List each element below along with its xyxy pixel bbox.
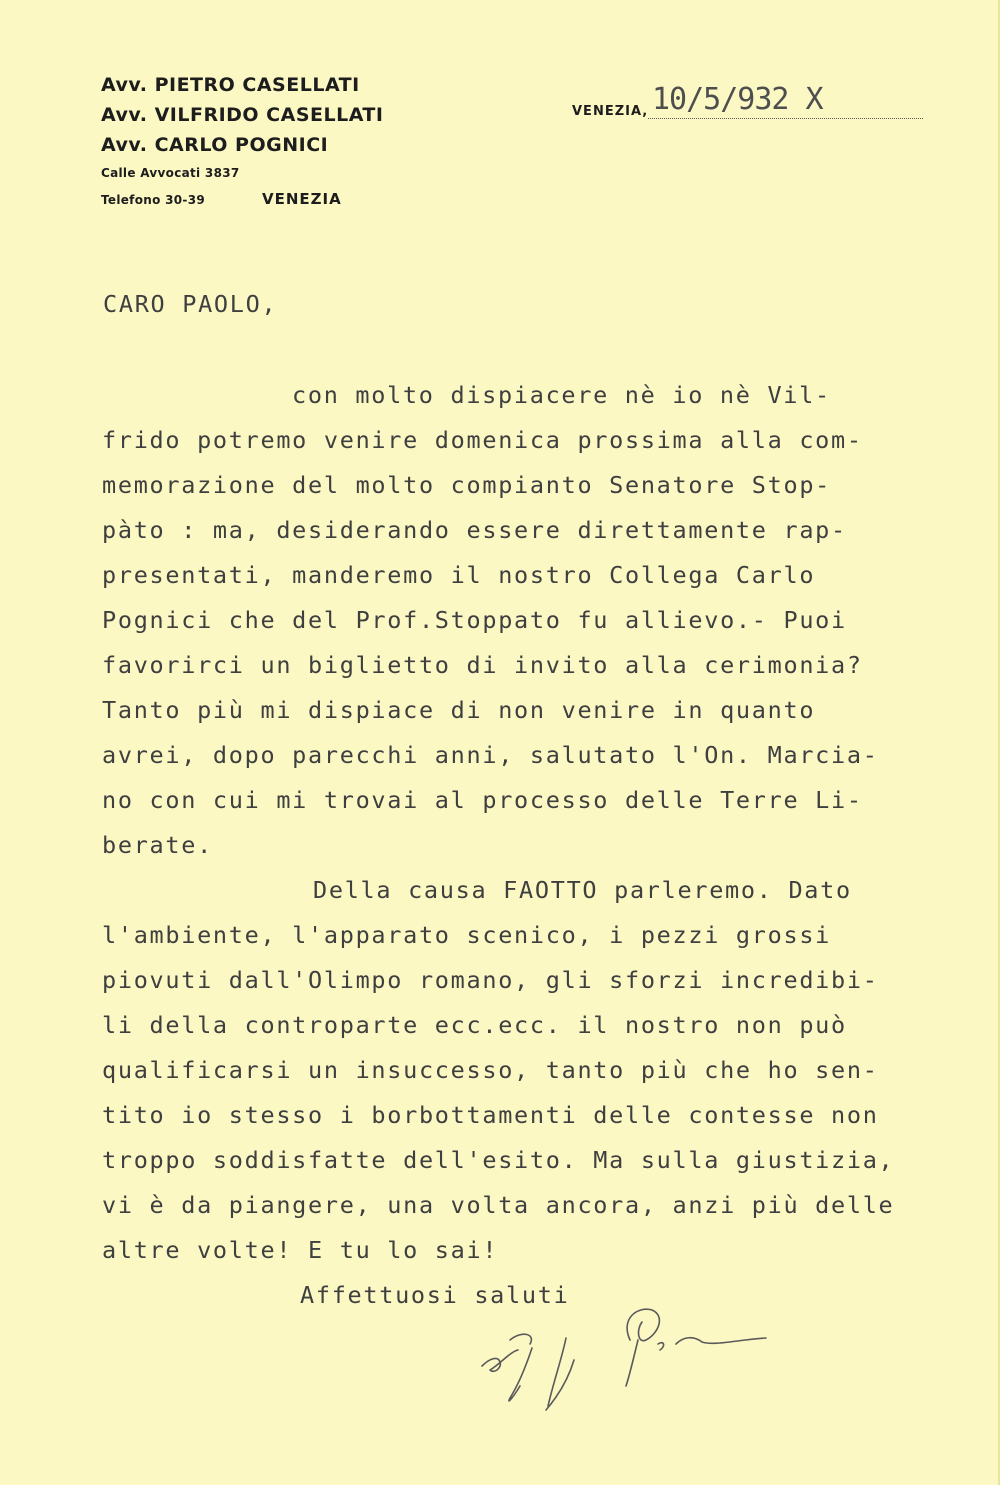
body-line: con molto dispiacere nè io nè Vil- [292, 381, 831, 409]
closing: Affettuosi saluti [300, 1281, 570, 1309]
handwritten-signature [470, 1300, 780, 1430]
body-line: piovuti dall'Olimpo romano, gli sforzi incredibi- [102, 966, 879, 994]
letterhead-name-2: Avv. VILFRIDO CASELLATI [101, 104, 384, 126]
body-line: no con cui mi trovai al processo delle Terre Li- [102, 786, 863, 814]
body-line: pàto : ma, desiderando essere direttamente rap- [102, 516, 847, 544]
body-line: troppo soddisfatte dell'esito. Ma sulla giustizia, [102, 1146, 895, 1174]
date-value: 10/5/932 X [652, 82, 823, 117]
body-line: berate. [102, 831, 213, 859]
letterhead-city: VENEZIA [262, 190, 342, 208]
letterhead-address: Calle Avvocati 3837 [101, 166, 240, 180]
letterhead-name-1: Avv. PIETRO CASELLATI [101, 74, 360, 96]
body-line: Della causa FAOTTO parleremo. Dato [313, 876, 852, 904]
body-line: tito io stesso i borbottamenti delle contesse non [102, 1101, 879, 1129]
body-line: Tanto più mi dispiace di non venire in quanto [102, 696, 816, 724]
body-line: memorazione del molto compianto Senatore Stop- [102, 471, 832, 499]
body-line: avrei, dopo parecchi anni, salutato l'On. Marcia- [102, 741, 879, 769]
body-line: altre volte! E tu lo sai! [102, 1236, 499, 1264]
salutation: CARO PAOLO, [103, 290, 278, 318]
body-line: frido potremo venire domenica prossima alla com- [102, 426, 863, 454]
body-line: presentati, manderemo il nostro Collega Carlo [102, 561, 816, 589]
letterhead-name-3: Avv. CARLO POGNICI [101, 134, 329, 156]
body-line: favorirci un biglietto di invito alla cerimonia? [102, 651, 863, 679]
date-dotted-line [648, 118, 923, 119]
body-line: Pognici che del Prof.Stoppato fu allievo.- Puoi [102, 606, 847, 634]
body-line: vi è da piangere, una volta ancora, anzi più delle [102, 1191, 895, 1219]
body-line: qualificarsi un insuccesso, tanto più che ho sen- [102, 1056, 879, 1084]
date-label: VENEZIA, [572, 104, 649, 119]
letterhead-phone: Telefono 30-39 [101, 193, 205, 207]
body-line: l'ambiente, l'apparato scenico, i pezzi grossi [102, 921, 832, 949]
body-line: li della controparte ecc.ecc. il nostro non può [102, 1011, 847, 1039]
